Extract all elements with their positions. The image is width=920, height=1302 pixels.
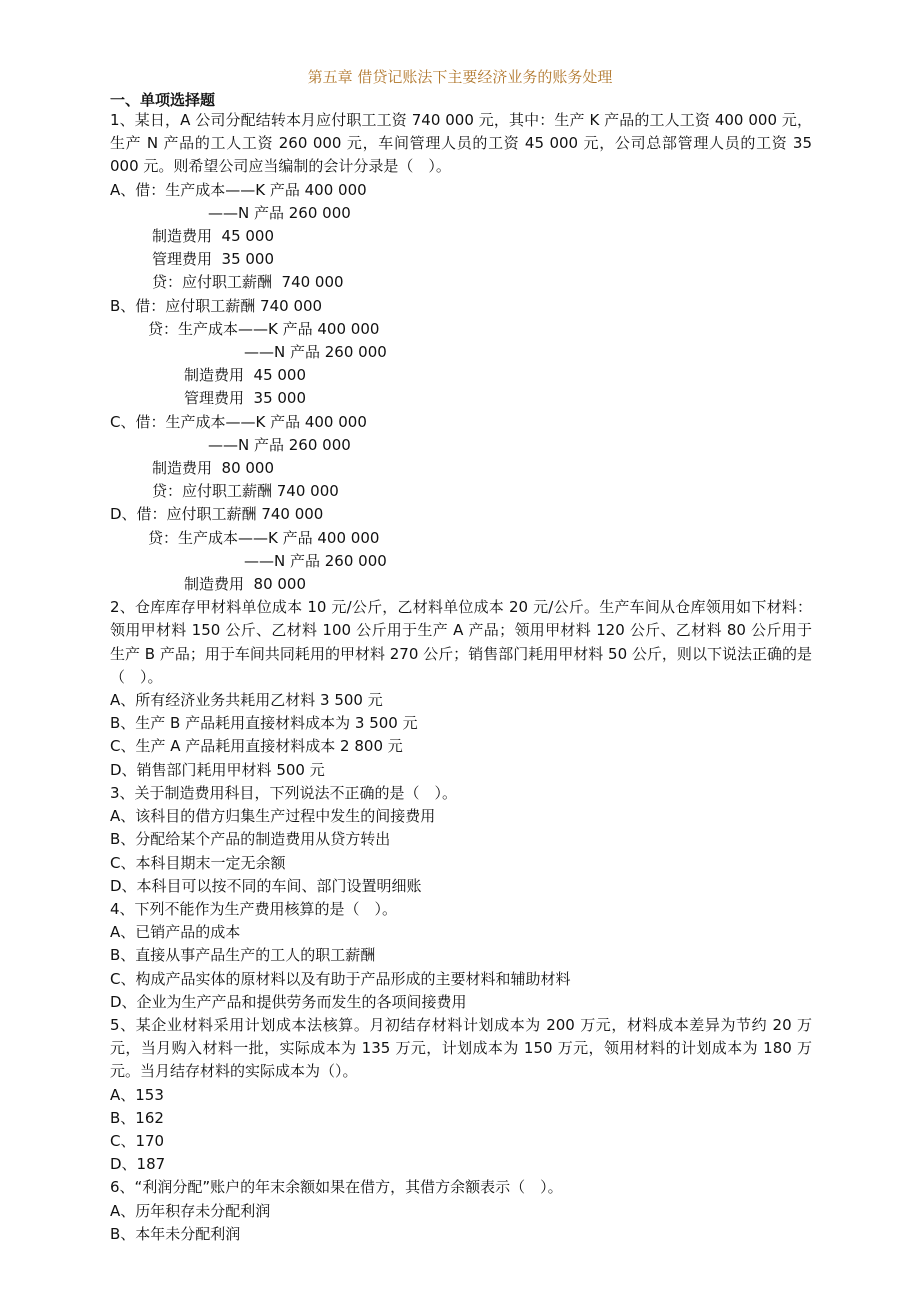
question-6 [110, 1176, 812, 1246]
option-a: A、该科目的借方归集生产过程中发生的间接费用 [110, 807, 436, 826]
option-a-line: 管理费用 35 000 [152, 250, 275, 269]
section-heading: 一、单项选择题 [110, 91, 216, 109]
option-a-line: A、借：生产成本——K 产品 400 000 [110, 180, 367, 199]
option-a-line: 贷：应付职工薪酬 740 000 [152, 273, 344, 292]
option-b: B、本年未分配利润 [110, 1224, 241, 1243]
option-c-line: ——N 产品 260 000 [208, 435, 351, 454]
page-title: 第五章 借贷记账法下主要经济业务的账务处理 [307, 68, 613, 86]
option-d-line: 制造费用 80 000 [184, 575, 307, 594]
question-stem: 1、某日，A 公司分配结转本月应付职工工资 740 000 元，其中：生产 K 产品的工人工资 400 000 元，生产 N 产品的工人工资 260 000 元，车间管理人员的工资 45 000 元，公司总部管理人员的工资 35 000 元。则希望公司应当编制的会计分录是（ ）。 [110, 111, 812, 176]
option-d: D、本科目可以按不同的车间、部门设置明细账 [110, 876, 422, 895]
option-a: A、已销产品的成本 [110, 923, 241, 942]
option-a: A、所有经济业务共耗用乙材料 3 500 元 [110, 691, 383, 710]
option-b-line: ——N 产品 260 000 [244, 343, 387, 362]
question-stem: 6、“利润分配”账户的年末余额如果在借方，其借方余额表示（ ）。 [110, 1178, 563, 1197]
option-d-line: 贷：生产成本——K 产品 400 000 [148, 528, 380, 547]
question-2 [110, 596, 812, 782]
question-stem: 2、仓库库存甲材料单位成本 10 元/公斤，乙材料单位成本 20 元/公斤。生产车间从仓库领用如下材料：领用甲材料 150 公斤、乙材料 100 公斤用于生产 A 产品；领用甲材料 120 公斤、乙材料 80 公斤用于生产 B 产品；用于车间共同耗用的甲材料 270 公斤；销售部门耗用甲材料 50 公斤，则以下说法正确的是（ ）。 [110, 598, 812, 686]
question-stem: 5、某企业材料采用计划成本法核算。月初结存材料计划成本为 200 万元，材料成本差异为节约 20 万元，当月购入材料一批，实际成本为 135 万元，计划成本为 150 万元，领用材料的计划成本为 180 万元。当月结存材料的实际成本为（）。 [110, 1015, 812, 1081]
option-d-line: D、借：应付职工薪酬 740 000 [110, 505, 324, 524]
option-d: D、销售部门耗用甲材料 500 元 [110, 760, 325, 779]
option-b-line: 贷：生产成本——K 产品 400 000 [148, 319, 380, 338]
option-c: C、170 [110, 1131, 165, 1150]
option-b-line: 管理费用 35 000 [184, 389, 307, 408]
option-b-line: 制造费用 45 000 [184, 366, 307, 385]
question-3 [110, 782, 812, 898]
option-b: B、直接从事产品生产的工人的职工薪酬 [110, 946, 376, 965]
option-c: C、生产 A 产品耗用直接材料成本 2 800 元 [110, 737, 403, 756]
option-b-line: B、借：应付职工薪酬 740 000 [110, 296, 323, 315]
option-b: B、162 [110, 1108, 164, 1127]
question-5 [110, 1014, 812, 1176]
question-list [110, 109, 812, 1246]
question-4 [110, 898, 812, 1014]
question-stem: 3、关于制造费用科目，下列说法不正确的是（ ）。 [110, 783, 458, 802]
option-c: C、构成产品实体的原材料以及有助于产品形成的主要材料和辅助材料 [110, 969, 571, 988]
option-b: B、分配给某个产品的制造费用从贷方转出 [110, 830, 391, 849]
option-b: B、生产 B 产品耗用直接材料成本为 3 500 元 [110, 714, 418, 733]
option-d: D、企业为生产产品和提供劳务而发生的各项间接费用 [110, 992, 467, 1011]
option-c-line: 贷：应付职工薪酬 740 000 [152, 482, 339, 501]
option-a-line: 制造费用 45 000 [152, 227, 275, 246]
option-a: A、153 [110, 1085, 164, 1104]
option-d: D、187 [110, 1155, 166, 1174]
option-c-line: C、借：生产成本——K 产品 400 000 [110, 412, 367, 431]
option-c: C、本科目期末一定无余额 [110, 853, 286, 872]
question-stem: 4、下列不能作为生产费用核算的是（ ）。 [110, 899, 398, 918]
option-a: A、历年积存未分配利润 [110, 1201, 271, 1220]
option-a-line: ——N 产品 260 000 [208, 203, 351, 222]
option-d-line: ——N 产品 260 000 [244, 551, 387, 570]
question-1 [110, 109, 812, 596]
option-c-line: 制造费用 80 000 [152, 459, 275, 478]
